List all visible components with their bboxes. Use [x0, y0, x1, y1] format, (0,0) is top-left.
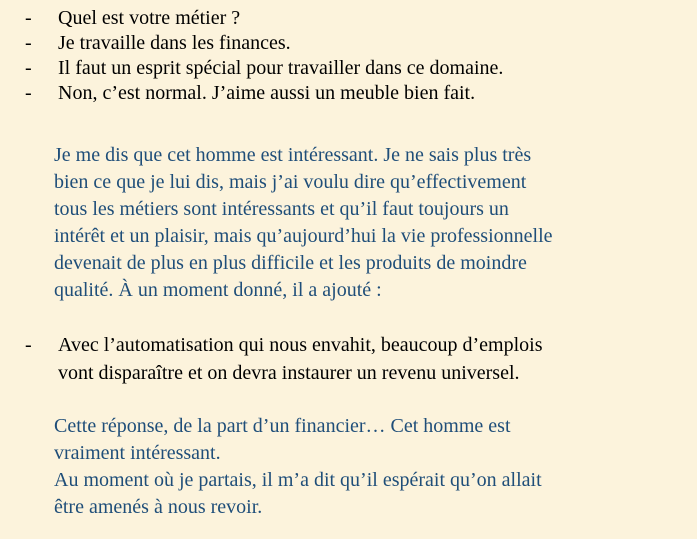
dialogue-line: Avec l’automatisation qui nous envahit, beaucoup d’emplois — [58, 334, 543, 356]
narration-line: intérêt et un plaisir, mais qu’aujourd’hui la vie professionnelle — [54, 225, 553, 247]
dialogue-line — [0, 6, 697, 31]
dialogue-dash: - — [25, 57, 32, 79]
narration-line: être amenés à nous revoir. — [54, 496, 263, 518]
dialogue-text: Il faut un esprit spécial pour travailler dans ce domaine. — [58, 57, 504, 79]
dialogue-text: Je travaille dans les finances. — [58, 32, 291, 54]
dialogue-dash: - — [25, 7, 32, 29]
dialogue-dash: - — [25, 32, 32, 54]
dialogue-line: vont disparaître et on devra instaurer un revenu universel. — [58, 362, 520, 384]
dialogue-text: Non, c’est normal. J’aime aussi un meuble bien fait. — [58, 82, 476, 104]
narration-line: vraiment intéressant. — [54, 442, 221, 464]
dialogue-list-top — [0, 6, 697, 106]
narration-line: bien ce que je lui dis, mais j’ai voulu dire qu’effectivement — [54, 171, 527, 193]
dialogue-line — [0, 81, 697, 106]
narration-paragraph-1 — [54, 142, 553, 304]
narration-paragraph-2 — [54, 413, 542, 521]
narration-line: Je me dis que cet homme est intéressant. Je ne sais plus très — [54, 144, 532, 166]
narration-line: Cette réponse, de la part d’un financier… Cet homme est — [54, 415, 511, 437]
dialogue-block-middle — [0, 331, 697, 387]
narration-line: qualité. À un moment donné, il a ajouté : — [54, 279, 382, 301]
narration-line: tous les métiers sont intéressants et qu’il faut toujours un — [54, 198, 509, 220]
narration-line: Au moment où je partais, il m’a dit qu’il espérait qu’on allait — [54, 469, 542, 491]
narration-line: devenait de plus en plus difficile et les produits de moindre — [54, 252, 527, 274]
dialogue-line — [0, 56, 697, 81]
dialogue-text: Quel est votre métier ? — [58, 7, 241, 29]
dialogue-line — [0, 31, 697, 56]
dialogue-dash: - — [25, 334, 32, 356]
dialogue-dash: - — [25, 82, 32, 104]
